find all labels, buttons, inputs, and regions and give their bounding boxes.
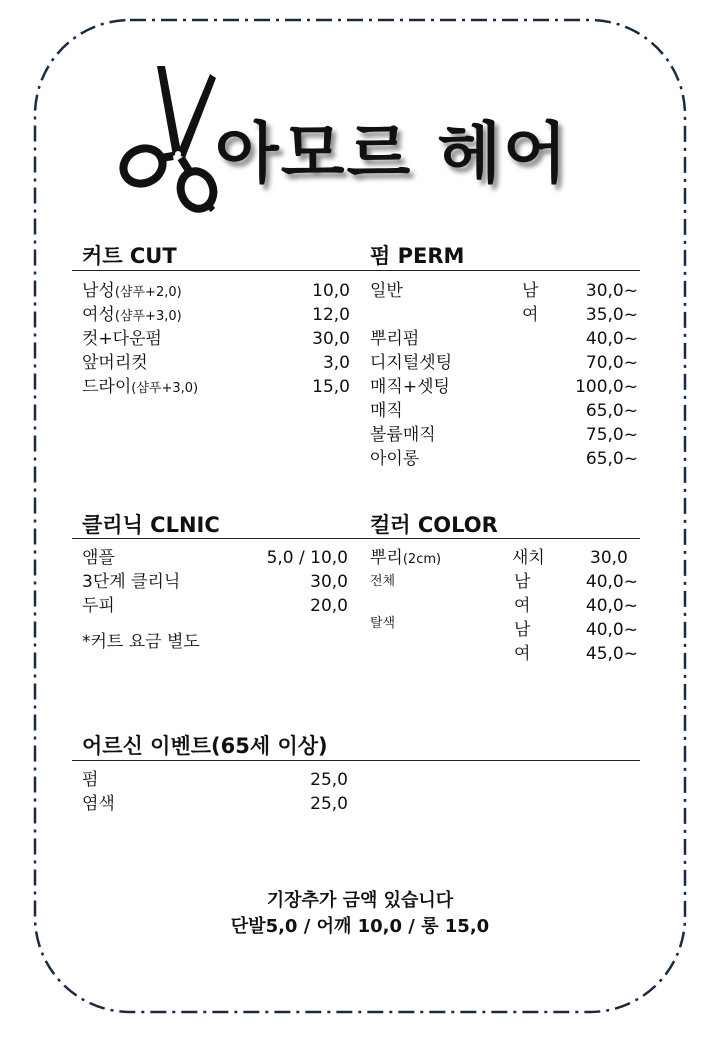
senior-item-price: 25,0 (310, 770, 348, 790)
scissors-icon (115, 62, 225, 217)
senior-heading: 어르신 이벤트(65세 이상) (82, 734, 328, 758)
cut-heading: 커트 CUT (82, 244, 177, 268)
color-heading: 컬러 COLOR (370, 513, 498, 537)
color-row-type: 새치 (512, 548, 545, 568)
perm-item-name: 매직 (370, 401, 403, 421)
cut-item-price: 3,0 (322, 353, 350, 373)
color-root-label: 뿌리(2cm) (370, 548, 442, 568)
clinic-item-price: 20,0 (310, 596, 348, 616)
cut-item-name: 여성(샴푸+3,0) (82, 305, 182, 325)
color-bleach-label: 탈색 (370, 616, 396, 631)
perm-item-gender: 남 (522, 281, 539, 301)
perm-item-price: 65,0~ (585, 401, 638, 421)
perm-item-price: 100,0~ (575, 377, 638, 397)
perm-item-name: 매직+셋팅 (370, 377, 450, 397)
clinic-heading: 클리닉 CLNIC (82, 513, 220, 537)
senior-item-name: 염색 (82, 794, 115, 814)
clinic-note: *커트 요금 별도 (82, 632, 200, 652)
clinic-item-name: 두피 (82, 596, 115, 616)
color-row-type: 남 (514, 572, 531, 592)
perm-item-name: 디지털셋팅 (370, 353, 453, 373)
color-row-type: 남 (514, 620, 531, 640)
senior-item-price: 25,0 (310, 794, 348, 814)
cut-item-price: 12,0 (312, 305, 350, 325)
senior-divider (72, 760, 640, 761)
perm-item-price: 40,0~ (585, 329, 638, 349)
perm-item-gender: 여 (522, 305, 539, 325)
perm-item-price: 75,0~ (585, 425, 638, 445)
clinic-divider (72, 538, 362, 539)
cut-item-name: 컷+다운펌 (82, 329, 162, 349)
header (115, 62, 575, 222)
color-row-type: 여 (514, 596, 531, 616)
perm-heading: 펌 PERM (370, 244, 465, 268)
perm-item-price: 35,0~ (585, 305, 638, 325)
clinic-item-price: 30,0 (310, 572, 348, 592)
cut-item-price: 10,0 (312, 281, 350, 301)
clinic-item-name: 3단계 클리닉 (82, 572, 181, 592)
footer-length-prices: 단발5,0 / 어깨 10,0 / 롱 15,0 (230, 916, 490, 937)
cut-item-name: 남성(샴푸+2,0) (82, 281, 182, 301)
senior-item-name: 펌 (82, 770, 99, 790)
cut-divider (72, 270, 362, 271)
perm-item-price: 30,0~ (585, 281, 638, 301)
footer-length-note: 기장추가 금액 있습니다 (266, 890, 454, 911)
color-row-price: 45,0~ (585, 644, 638, 664)
perm-item-name: 아이롱 (370, 449, 420, 469)
clinic-item-price: 5,0 / 10,0 (266, 548, 348, 568)
perm-item-name: 일반 (370, 281, 403, 301)
clinic-item-name: 앰플 (82, 548, 115, 568)
perm-item-name: 볼륨매직 (370, 425, 436, 445)
shop-title: 아모르 헤어 (215, 115, 569, 192)
perm-item-price: 65,0~ (585, 449, 638, 469)
perm-item-price: 70,0~ (585, 353, 638, 373)
cut-item-name: 앞머리컷 (82, 353, 148, 373)
cut-item-price: 15,0 (312, 377, 350, 397)
color-full-label: 전체 (370, 574, 396, 589)
color-row-price: 40,0~ (585, 620, 638, 640)
cut-item-name: 드라이(샴푸+3,0) (82, 377, 199, 397)
color-row-type: 여 (514, 644, 531, 664)
color-divider (362, 538, 640, 539)
color-row-price: 30,0 (590, 548, 628, 568)
cut-item-price: 30,0 (312, 329, 350, 349)
color-row-price: 40,0~ (585, 596, 638, 616)
perm-item-name: 뿌리펌 (370, 329, 420, 349)
perm-divider (362, 270, 640, 271)
color-row-price: 40,0~ (585, 572, 638, 592)
